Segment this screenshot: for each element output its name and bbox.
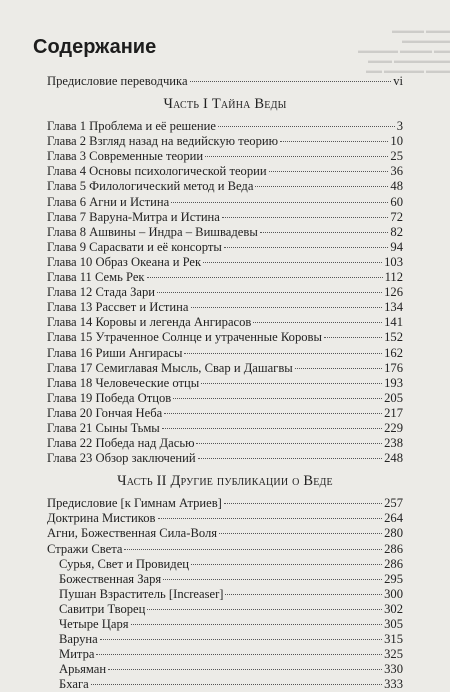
toc-chapter-entry[interactable]: [47, 195, 403, 210]
toc-chapter-entry[interactable]: [47, 346, 403, 361]
dot-leader: [224, 247, 389, 248]
toc-entry-label: Глава 5 Филологический метод и Веда: [47, 179, 254, 194]
toc-entry-label: Глава 22 Победа над Дасью: [47, 436, 195, 451]
toc-chapter-entry[interactable]: [47, 330, 403, 345]
toc-entry-page: 94: [390, 239, 403, 254]
toc-entry-label: Глава 19 Победа Отцов: [47, 390, 172, 405]
dot-leader: [205, 156, 388, 157]
toc-entry-label: Глава 18 Человеческие отцы: [47, 375, 200, 390]
toc-chapter-entry[interactable]: [47, 436, 403, 451]
dot-leader: [100, 639, 382, 640]
dot-leader: [157, 292, 382, 293]
toc-entry-label: Варуна: [59, 632, 98, 647]
toc-entry[interactable]: [47, 632, 403, 647]
toc-entry-page: 60: [390, 194, 403, 209]
bleed-through-text: ▬▬▬▬ ▬▬▬ ▬▬▬▬▬▬ ▬▬▬▬▬ ▬▬▬▬ ▬▬ ▬▬▬ ▬▬▬▬▬▬▬ ▬▬ ▬▬▬▬▬ ▬▬▬: [358, 26, 450, 75]
toc-entry-page: 217: [384, 405, 403, 420]
dot-leader: [158, 518, 383, 519]
toc-entry-page: 205: [384, 390, 403, 405]
toc-entry-label: Арьяман: [59, 662, 107, 677]
toc-chapter-entry[interactable]: [47, 255, 403, 270]
toc-entry-label: Глава 20 Гончая Неба: [47, 405, 163, 420]
dot-leader: [173, 398, 382, 399]
toc-entry-page: vi: [393, 74, 403, 88]
toc-entry-preface[interactable]: [47, 74, 403, 89]
toc-entry-page: 25: [390, 149, 403, 164]
toc-entry-page: 36: [390, 164, 403, 179]
toc-chapter-entry[interactable]: [47, 391, 403, 406]
toc-entry-page: 126: [384, 285, 403, 300]
table-of-contents: [47, 74, 403, 692]
toc-chapter-entry[interactable]: [47, 270, 403, 285]
dot-leader: [225, 594, 382, 595]
toc-entry-page: 286: [384, 541, 403, 556]
dot-leader: [196, 443, 382, 444]
part-2-heading: Часть II Другие публикации о Веде: [117, 472, 333, 489]
toc-entry-page: 193: [384, 375, 403, 390]
toc-entry-label: Савитри Творец: [59, 601, 146, 616]
toc-entry-label: Глава 3 Современные теории: [47, 149, 204, 164]
toc-entry-page: 302: [384, 601, 403, 616]
toc-chapter-entry[interactable]: [47, 376, 403, 391]
toc-entry-page: 3: [396, 119, 403, 134]
toc-entry-page: 176: [384, 360, 403, 375]
toc-entry-label: Глава 8 Ашвины – Индра – Вишвадевы: [47, 224, 258, 239]
toc-entry-page: 295: [384, 571, 403, 586]
toc-entry-label: Глава 23 Обзор заключений: [47, 451, 196, 466]
toc-entry-page: 82: [390, 224, 403, 239]
toc-chapter-entry[interactable]: [47, 361, 403, 376]
toc-entry-label: Божественная Заря: [59, 571, 162, 586]
toc-chapter-entry[interactable]: [47, 406, 403, 421]
toc-chapter-entry[interactable]: [47, 119, 403, 134]
dot-leader: [260, 232, 389, 233]
toc-chapter-entry[interactable]: [47, 285, 403, 300]
dot-leader: [147, 609, 382, 610]
toc-entry-page: 248: [384, 451, 403, 466]
dot-leader: [280, 141, 388, 142]
toc-chapter-entry[interactable]: [47, 421, 403, 436]
toc-entry-label: Глава 9 Сарасвати и её консорты: [47, 239, 222, 254]
toc-entry-page: 315: [384, 632, 403, 647]
page-title: Содержание: [33, 36, 157, 58]
toc-entry-page: 305: [384, 617, 403, 631]
toc-chapter-entry[interactable]: [47, 134, 403, 149]
toc-entry-page: 300: [384, 586, 403, 601]
toc-entry[interactable]: [47, 602, 403, 617]
toc-entry[interactable]: [47, 511, 403, 526]
toc-entry-label: Пушан Взраститель [Increaser]: [59, 586, 224, 601]
toc-chapter-entry[interactable]: [47, 149, 403, 164]
dot-leader: [124, 549, 382, 550]
dot-leader: [255, 186, 388, 187]
toc-entry-page: 48: [390, 179, 403, 194]
dot-leader: [184, 353, 382, 354]
toc-entry-label: Глава 15 Утраченное Солнце и утраченные Коровы: [47, 330, 322, 345]
toc-chapter-entry[interactable]: [47, 179, 403, 194]
toc-entry-page: 10: [390, 134, 403, 149]
toc-entry-label: Бхага: [59, 677, 89, 692]
dot-leader: [203, 262, 382, 263]
toc-entry[interactable]: [47, 617, 403, 632]
toc-entry-label: Агни, Божественная Сила-Воля: [47, 526, 218, 541]
dot-leader: [190, 81, 392, 82]
dot-leader: [219, 533, 382, 534]
dot-leader: [191, 564, 382, 565]
toc-entry-page: 264: [384, 511, 403, 526]
toc-entry-page: 112: [384, 270, 403, 285]
toc-entry-label: Глава 2 Взгляд назад на ведийскую теорию: [47, 134, 279, 149]
toc-entry[interactable]: [47, 647, 403, 662]
toc-chapter-entry[interactable]: [47, 240, 403, 255]
toc-entry-page: 257: [384, 496, 403, 511]
toc-entry[interactable]: [47, 587, 403, 602]
toc-chapter-entry[interactable]: [47, 315, 403, 330]
dot-leader: [295, 368, 382, 369]
dot-leader: [163, 579, 382, 580]
toc-entry-page: 333: [384, 677, 403, 692]
toc-entry-label: Стражи Света: [47, 541, 123, 556]
toc-chapter-entry[interactable]: [47, 451, 403, 466]
toc-entry[interactable]: [47, 526, 403, 541]
toc-entry-page: 286: [384, 556, 403, 571]
dot-leader: [171, 202, 388, 203]
toc-entry-label: Глава 10 Образ Океана и Рек: [47, 254, 202, 269]
toc-entry-page: 141: [384, 315, 403, 330]
toc-entry-page: 152: [384, 330, 403, 345]
toc-chapter-entry[interactable]: [47, 210, 403, 225]
dot-leader: [131, 624, 383, 625]
toc-chapter-entry[interactable]: [47, 164, 403, 179]
toc-entry-label: Глава 16 Риши Ангирасы: [47, 345, 183, 360]
toc-entry-label: Глава 4 Основы психологической теории: [47, 164, 267, 179]
toc-entry-page: 330: [384, 662, 403, 677]
toc-entry-label: Сурья, Свет и Провидец: [59, 556, 190, 571]
toc-entry[interactable]: [47, 557, 403, 572]
toc-entry-page: 280: [384, 526, 403, 541]
part-2-entry-list: [47, 496, 403, 692]
dot-leader: [201, 383, 382, 384]
toc-entry[interactable]: [47, 542, 403, 557]
toc-chapter-entry[interactable]: [47, 225, 403, 240]
toc-entry-page: 229: [384, 420, 403, 435]
toc-entry-label: Митра: [59, 647, 95, 662]
part-1-chapter-list: [47, 119, 403, 466]
dot-leader: [108, 669, 382, 670]
toc-entry-page: 238: [384, 436, 403, 451]
toc-entry-page: 134: [384, 300, 403, 315]
toc-entry[interactable]: [47, 662, 403, 677]
toc-entry-label: Глава 13 Рассвет и Истина: [47, 300, 189, 315]
dot-leader: [191, 307, 383, 308]
toc-entry[interactable]: [47, 496, 403, 511]
toc-entry-label: Предисловие переводчика: [47, 74, 188, 88]
dot-leader: [162, 428, 382, 429]
toc-entry-page: 325: [384, 647, 403, 662]
toc-chapter-entry[interactable]: [47, 300, 403, 315]
toc-entry-page: 103: [384, 254, 403, 269]
dot-leader: [218, 126, 395, 127]
dot-leader: [198, 458, 382, 459]
dot-leader: [269, 171, 389, 172]
toc-entry-label: Глава 12 Стада Зари: [47, 285, 156, 300]
toc-entry-label: Глава 11 Семь Рек: [47, 270, 145, 285]
dot-leader: [324, 337, 382, 338]
toc-entry-label: Предисловие [к Гимнам Атриев]: [47, 496, 222, 511]
dot-leader: [222, 217, 389, 218]
dot-leader: [224, 503, 382, 504]
part-1-heading: Часть I Тайна Веды: [163, 95, 287, 112]
toc-entry[interactable]: [47, 572, 403, 587]
toc-entry-label: Доктрина Мистиков: [47, 511, 156, 526]
dot-leader: [253, 322, 382, 323]
toc-entry-page: 72: [390, 209, 403, 224]
dot-leader: [147, 277, 383, 278]
toc-entry-label: Глава 21 Сыны Тьмы: [47, 420, 160, 435]
toc-entry-label: Четыре Царя: [59, 617, 129, 631]
dot-leader: [164, 413, 382, 414]
toc-entry-label: Глава 6 Агни и Истина: [47, 194, 170, 209]
toc-entry-label: Глава 1 Проблема и её решение: [47, 119, 216, 134]
dot-leader: [96, 654, 382, 655]
toc-entry-label: Глава 7 Варуна-Митра и Истина: [47, 209, 220, 224]
toc-entry-label: Глава 17 Семиглавая Мысль, Свар и Дашагвы: [47, 360, 293, 375]
toc-entry-page: 162: [384, 345, 403, 360]
toc-entry-label: Глава 14 Коровы и легенда Ангирасов: [47, 315, 252, 330]
